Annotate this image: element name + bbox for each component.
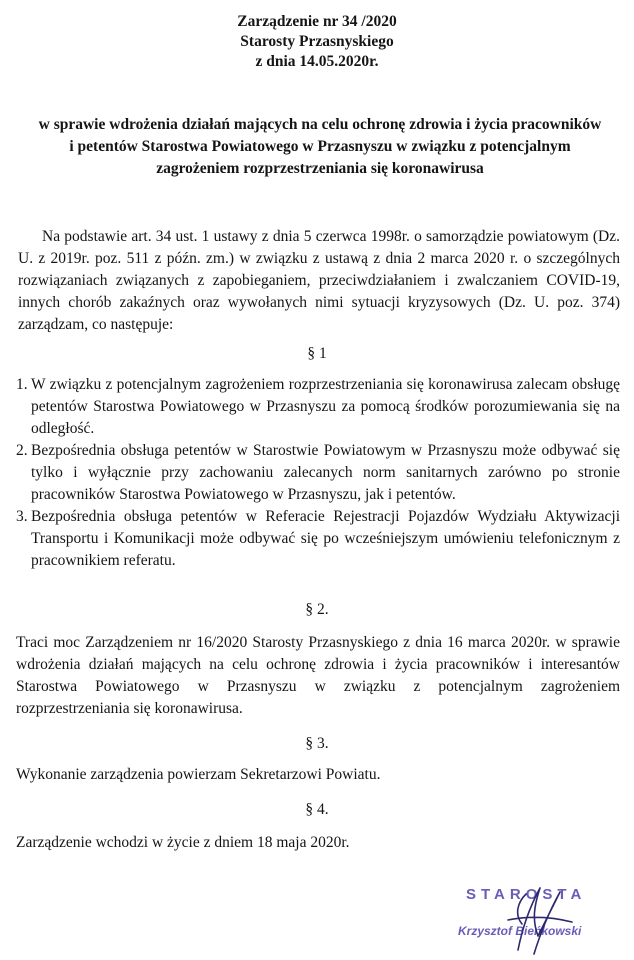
section-3-heading: § 3. xyxy=(305,735,329,752)
order-number: Zarządzenie nr 34 /2020 xyxy=(237,13,397,30)
section-3-paragraph: Wykonanie zarządzenia powierzam Sekretarzowi Powiatu. xyxy=(16,766,381,783)
stamp-title: STAROSTA xyxy=(466,886,587,903)
subject-line-1: w sprawie wdrożenia działań mających na celu ochronę zdrowia i życia pracowników xyxy=(38,116,602,133)
list-item-number: 1. xyxy=(16,376,28,393)
issuer: Starosty Przasnyskiego xyxy=(240,33,394,50)
section-1-heading: § 1 xyxy=(307,345,327,362)
subject-line-3: zagrożeniem rozprzestrzeniania się koronawirusa xyxy=(156,160,484,177)
preamble-paragraph: Na podstawie art. 34 ust. 1 ustawy z dnia 5 czerwca 1998r. o samorządzie powiatowym (Dz. U. z 2019r. poz. 511 z późn. zm.) w związku z ustawą z dnia 2 marca 2020 r. o szczególnych rozwiązaniach związanych z zapobieganiem, przeciwdziałaniem i zwalczaniem COVID-19, innych chorób zakaźnych oraz wywołanych nimi sytuacji kryzysowych (Dz. U. poz. 374) zarządzam, co następuje: xyxy=(18,228,620,333)
document-subject xyxy=(20,114,620,180)
section-2-paragraph: Traci moc Zarządzeniem nr 16/2020 Starosty Przasnyskiego z dnia 16 marca 2020r. w sprawie wdrożenia działań mających na celu ochronę zdrowia i życia pracowników i interesantów Starostwa Powiatowego w Przasnyszu w związku z potencjalnym zagrożeniem rozprzestrzeniania się koronawirusa. xyxy=(16,634,620,717)
signature-stamp xyxy=(448,880,628,956)
list-item-text: Bezpośrednia obsługa petentów w Starostwie Powiatowym w Przasnyszu może odbywać się tylko i wyłącznie przy zachowaniu zalecanych norm sanitarnych zarówno po stronie pracowników Starostwa Powiatowego w Przasnyszu, jak i petentów. xyxy=(31,442,620,503)
list-item xyxy=(16,506,620,572)
list-item-text: Bezpośrednia obsługa petentów w Referacie Rejestracji Pojazdów Wydziału Aktywizacji Transportu i Komunikacji może odbywać się po wcześniejszym umówieniu telefonicznym z pracownikiem referatu. xyxy=(31,508,620,569)
section-2-heading: § 2. xyxy=(305,601,329,618)
stamp-name: Krzysztof Bieńkowski xyxy=(458,924,582,938)
section-1-list xyxy=(16,374,620,572)
section-4-paragraph: Zarządzenie wchodzi w życie z dniem 18 maja 2020r. xyxy=(16,834,350,851)
section-4-heading: § 4. xyxy=(305,801,329,818)
list-item-number: 3. xyxy=(16,508,28,525)
list-item xyxy=(16,440,620,506)
order-date: z dnia 14.05.2020r. xyxy=(255,53,379,70)
list-item xyxy=(16,374,620,440)
list-item-number: 2. xyxy=(16,442,28,459)
list-item-text: W związku z potencjalnym zagrożeniem rozprzestrzeniania się koronawirusa zalecam obsługę petentów Starostwa Powiatowego w Przasnyszu za pomocą środków porozumiewania się na odległość. xyxy=(31,376,620,437)
subject-line-2: i petentów Starostwa Powiatowego w Przasnyszu w związku z potencjalnym xyxy=(69,138,571,155)
document-header xyxy=(0,12,634,72)
handwritten-signature-icon xyxy=(488,880,578,958)
